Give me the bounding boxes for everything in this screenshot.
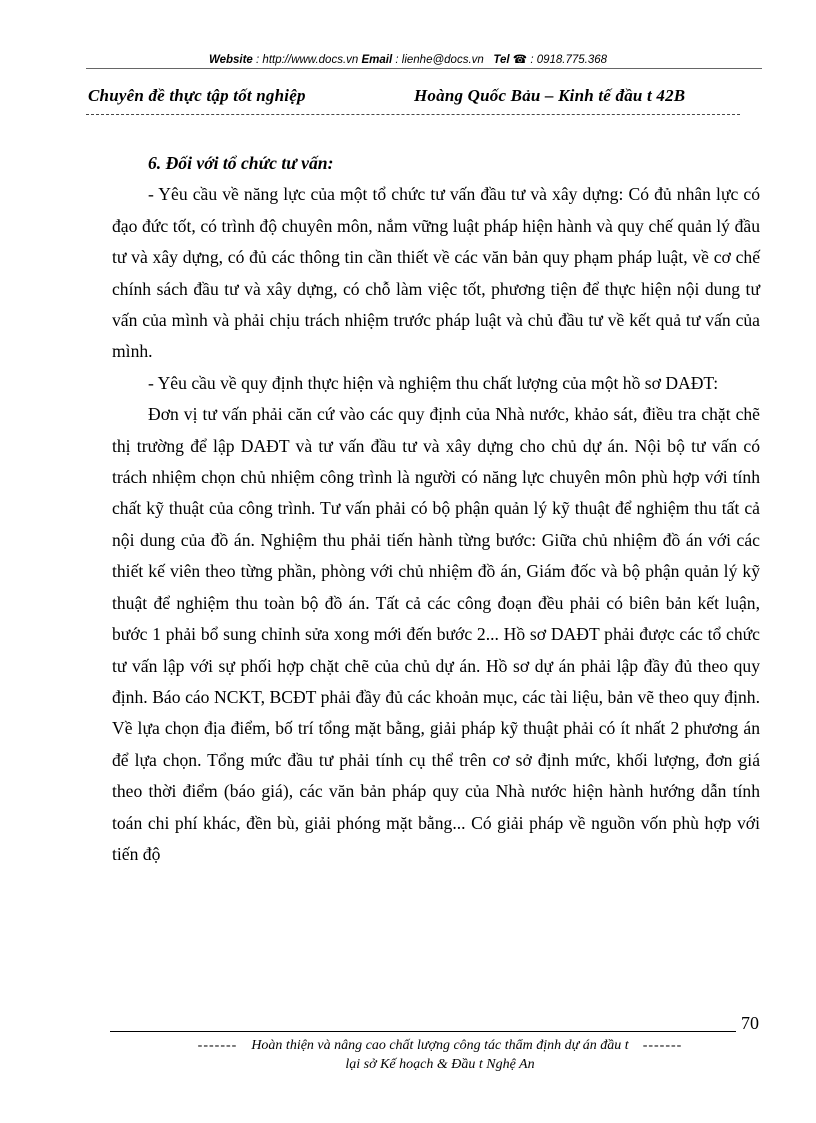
page-body: [112, 148, 760, 870]
document-header: [88, 86, 768, 106]
doc-title-left: Chuyên đề thực tập tốt nghiệp: [88, 86, 306, 105]
paragraph: Đơn vị tư vấn phải căn cứ vào các quy định của Nhà nước, khảo sát, điều tra chặt chẽ thị trường để lập DAĐT và tư vấn đầu tư và xây dựng cho chủ dự án. Nội bộ tư vấn có trách nhiệm chọn chủ nhiệm công trình là người có năng lực chuyên môn phù hợp với tính chất kỹ thuật của công trình. Tư vấn phải có bộ phận quản lý kỹ thuật để nghiệm thu tất cả nội dung của đồ án. Nghiệm thu phải tiến hành từng bước: Giữa chủ nhiệm đồ án với các thiết kế viên theo từng phần, phòng với chủ nhiệm đồ án, Giám đốc và bộ phận quản lý kỹ thuật để nghiệm thu toàn bộ đồ án. Tất cả các công đoạn đều phải có biên bản kết luận, bước 1 phải bổ sung chỉnh sửa xong mới đến bước 2... Hồ sơ DAĐT phải được các tổ chức tư vấn lập với sự phối hợp chặt chẽ của chủ dự án. Hồ sơ dự án phải lập đầy đủ theo quy định. Báo cáo NCKT, BCĐT phải đầy đủ các khoản mục, các tài liệu, bản vẽ theo quy định. Về lựa chọn địa điểm, bố trí tổng mặt bằng, giải pháp kỹ thuật phải có ít nhất 2 phương án để lựa chọn. Tổng mức đầu tư phải tính cụ thể trên cơ sở định mức, khối lượng, đơn giá theo thời điểm (báo giá), các văn bản pháp quy của Nhà nước hiện hành hướng dẫn tính toán chi phí khác, đền bù, giải phóng mặt bằng... Có giải pháp về nguồn vốn phù hợp với tiến độ: [112, 404, 760, 864]
footer-dashes-right: -------: [642, 1038, 683, 1053]
paragraph: - Yêu cầu về quy định thực hiện và nghiệm thu chất lượng của một hồ sơ DAĐT:: [148, 372, 719, 393]
footer-title-2: lại sở Kế hoạch & Đầu t Nghệ An: [345, 1057, 535, 1072]
header-dashed-divider: [86, 114, 740, 115]
footer-title-1: Hoàn thiện và nâng cao chất lượng công tác thẩm định dự án đầu t: [251, 1038, 629, 1053]
website-url[interactable]: : http://www.docs.vn: [256, 54, 359, 66]
page-number: 70: [741, 1013, 759, 1033]
phone-icon: ☎: [512, 54, 528, 66]
tel-value: : 0918.775.368: [530, 54, 608, 66]
email-value[interactable]: : lienhe@docs.vn: [395, 54, 484, 66]
footer-divider: [110, 1031, 736, 1032]
paragraph: - Yêu cầu về năng lực của một tổ chức tư vấn đầu tư và xây dựng: Có đủ nhân lực có đạo đức tốt, có trình độ chuyên môn, nắm vững luật pháp hiện hành và quy chế quản lý đầu tư và xây dựng, có đủ các thông tin cần thiết về các văn bản quy phạm pháp luật, về cơ chế chính sách đầu tư và xây dựng, có chỗ làm việc tốt, phương tiện để thực hiện nội dung tư vấn của mình và phải chịu trách nhiệm trước pháp luật và chủ đầu tư về kết quả tư vấn của mình.: [112, 184, 760, 362]
website-label: Website: [208, 54, 253, 66]
website-header: [0, 52, 816, 66]
header-divider: [86, 68, 762, 69]
doc-title-right: Hoàng Quốc Bảu – Kinh tế đầu t 42B: [414, 86, 686, 105]
footer-line-1: [140, 1036, 740, 1055]
footer-dashes-left: -------: [197, 1038, 238, 1053]
tel-label: Tel: [493, 54, 510, 66]
email-label: Email: [361, 54, 393, 66]
section-title: 6. Đối với tổ chức tư vấn:: [148, 153, 334, 173]
document-footer: [140, 1036, 740, 1074]
